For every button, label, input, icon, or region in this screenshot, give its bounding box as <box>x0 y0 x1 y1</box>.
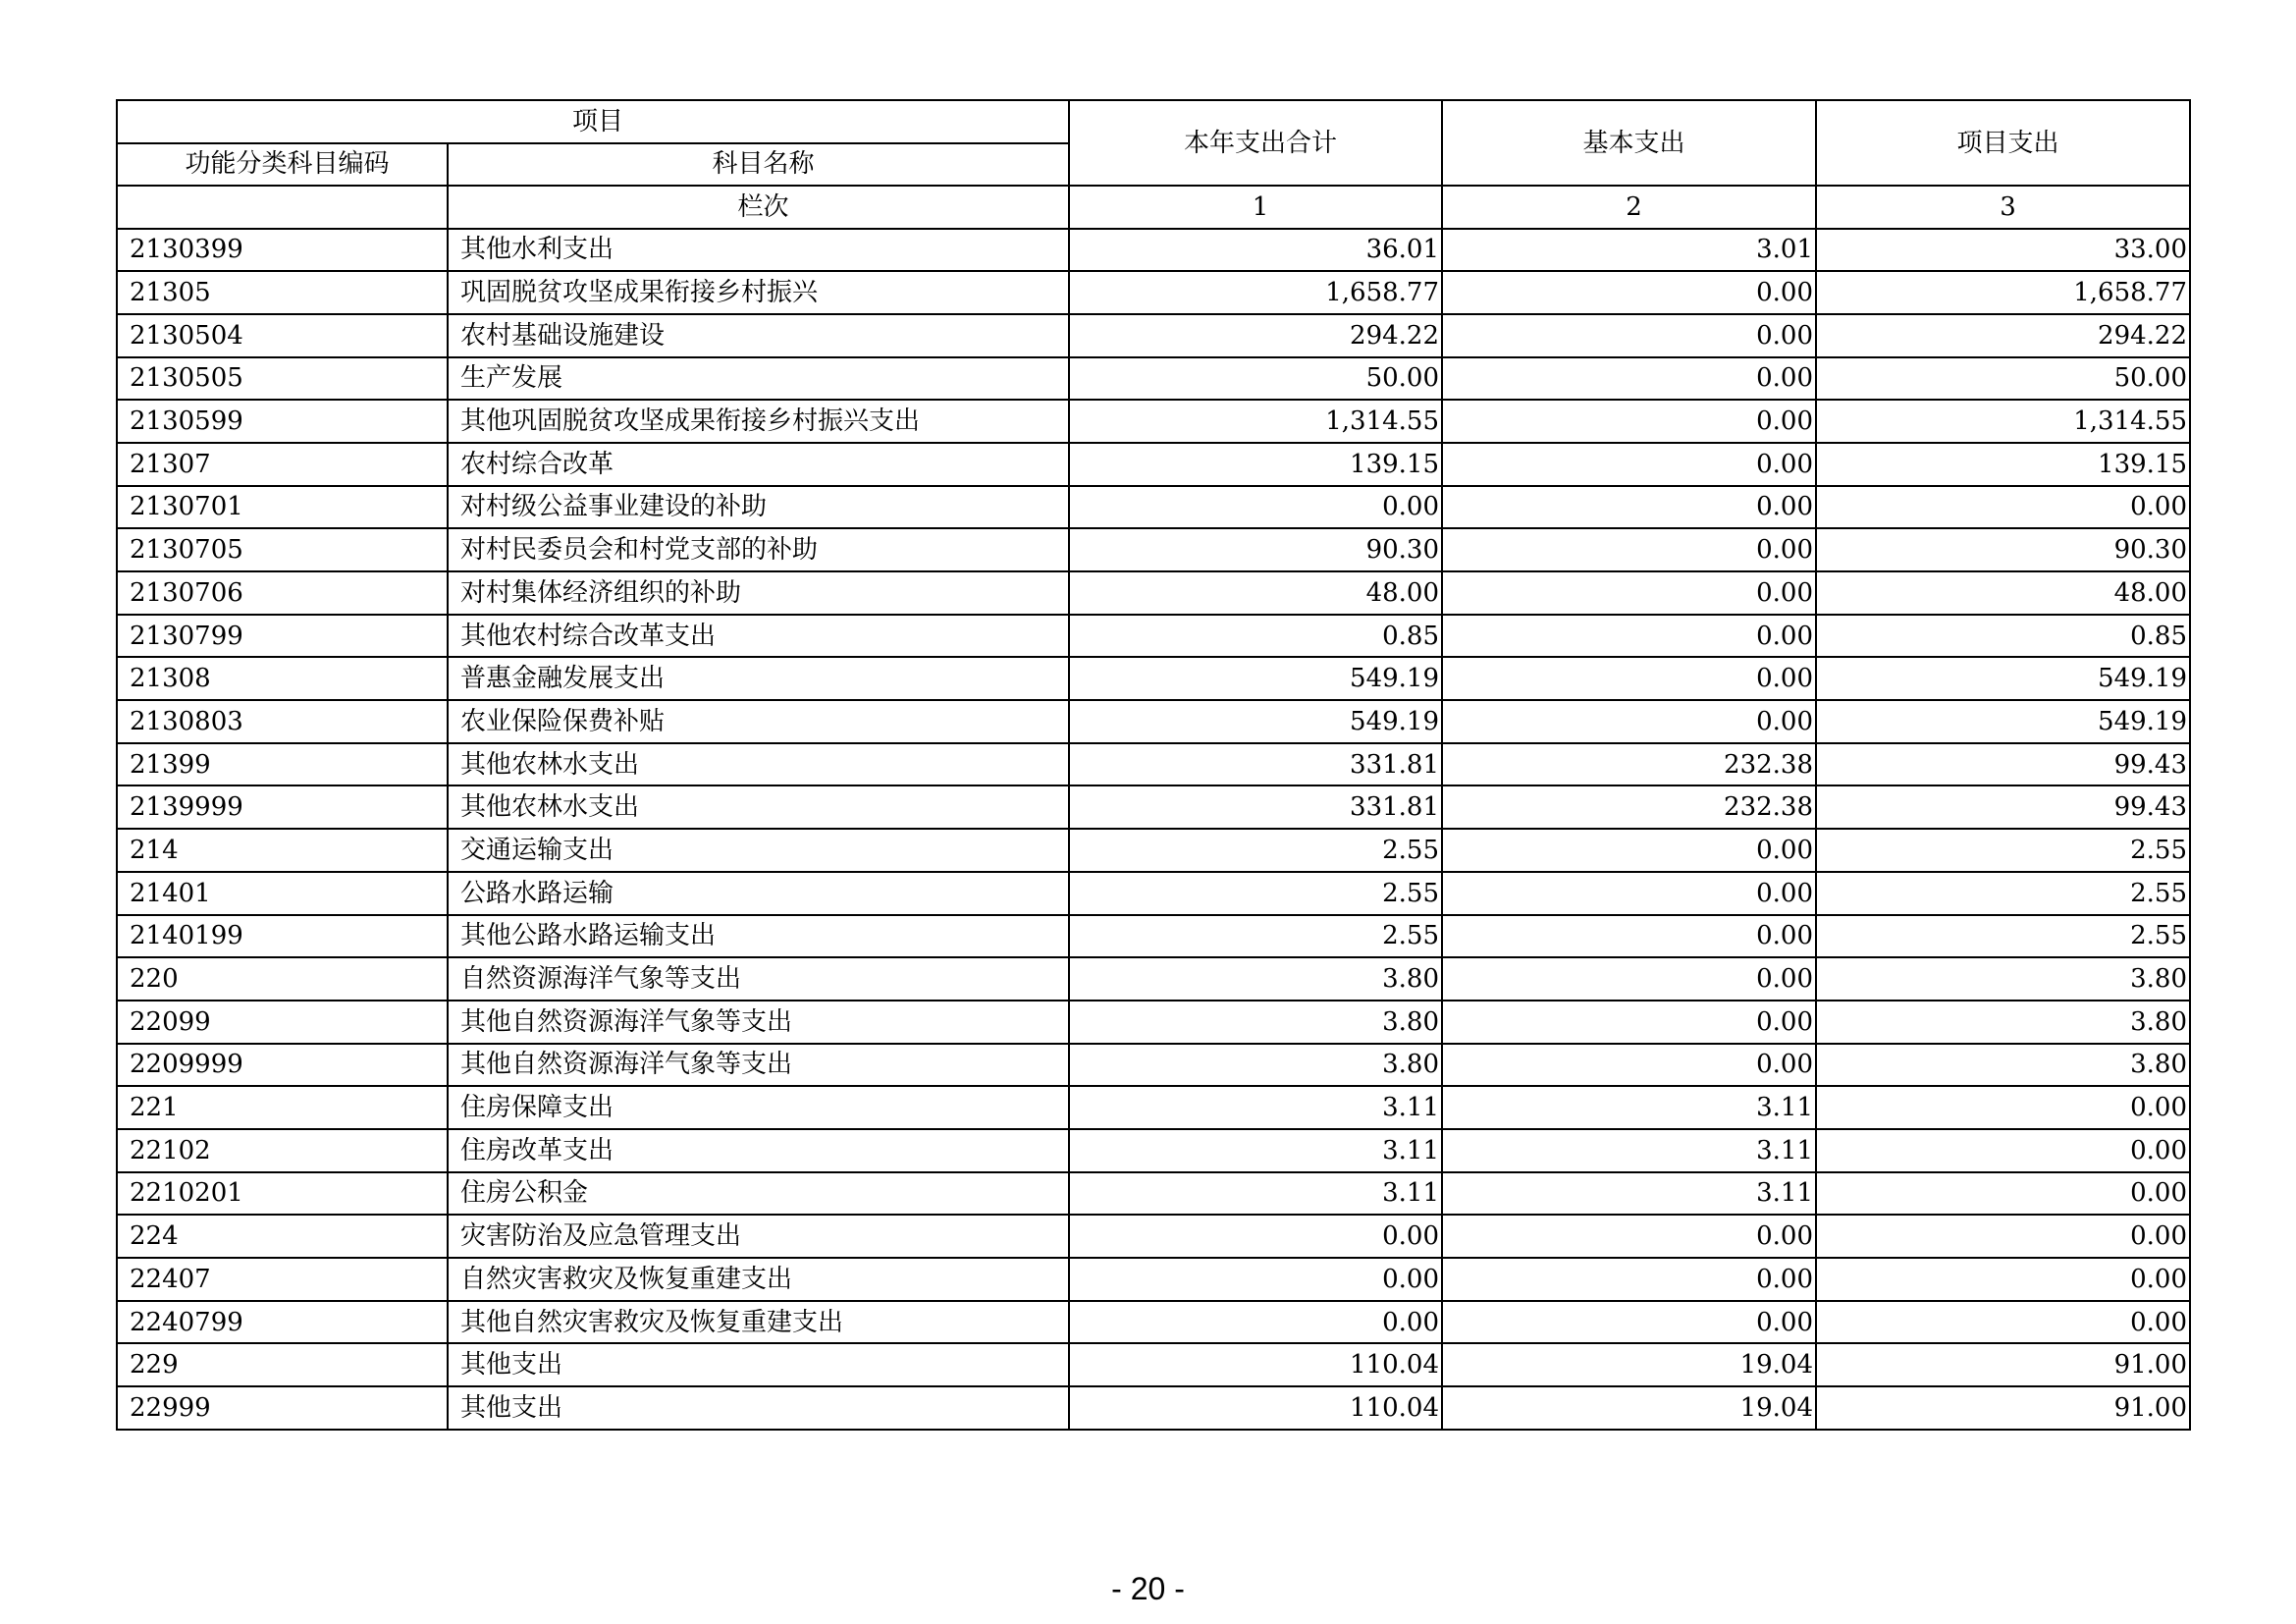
cell-basic: 232.38 <box>1442 785 1816 829</box>
cell-project: 90.30 <box>1816 528 2190 571</box>
cell-basic: 0.00 <box>1442 443 1816 486</box>
cell-project: 1,314.55 <box>1816 400 2190 443</box>
cell-name: 住房改革支出 <box>448 1129 1069 1172</box>
cell-total: 3.80 <box>1069 1001 1442 1044</box>
cell-name: 公路水路运输 <box>448 872 1069 915</box>
cell-project: 1,658.77 <box>1816 271 2190 314</box>
cell-name: 生产发展 <box>448 357 1069 401</box>
cell-project: 91.00 <box>1816 1343 2190 1386</box>
cell-total: 110.04 <box>1069 1386 1442 1430</box>
cell-code: 22102 <box>117 1129 448 1172</box>
cell-name: 交通运输支出 <box>448 829 1069 872</box>
cell-name: 农业保险保费补贴 <box>448 700 1069 743</box>
header-project: 项目 <box>117 100 1069 143</box>
cell-code: 2130799 <box>117 615 448 658</box>
cell-total: 3.80 <box>1069 1044 1442 1087</box>
cell-total: 110.04 <box>1069 1343 1442 1386</box>
cell-code: 21305 <box>117 271 448 314</box>
table-row <box>117 1044 2190 1087</box>
cell-name: 对村集体经济组织的补助 <box>448 571 1069 615</box>
cell-total: 2.55 <box>1069 915 1442 958</box>
cell-project: 0.00 <box>1816 1215 2190 1258</box>
cell-project: 2.55 <box>1816 829 2190 872</box>
cell-total: 1,658.77 <box>1069 271 1442 314</box>
cell-code: 21401 <box>117 872 448 915</box>
cell-basic: 0.00 <box>1442 1215 1816 1258</box>
table-row <box>117 657 2190 700</box>
cell-total: 3.11 <box>1069 1086 1442 1129</box>
header-total: 本年支出合计 <box>1069 100 1442 186</box>
table-row <box>117 314 2190 357</box>
cell-name: 对村级公益事业建设的补助 <box>448 486 1069 529</box>
cell-code: 220 <box>117 957 448 1001</box>
cell-basic: 0.00 <box>1442 1001 1816 1044</box>
header-project-expense: 项目支出 <box>1816 100 2190 186</box>
cell-total: 331.81 <box>1069 743 1442 786</box>
cell-name: 住房公积金 <box>448 1172 1069 1216</box>
cell-project: 99.43 <box>1816 743 2190 786</box>
cell-basic: 0.00 <box>1442 829 1816 872</box>
cell-basic: 0.00 <box>1442 657 1816 700</box>
cell-basic: 0.00 <box>1442 314 1816 357</box>
table-row <box>117 357 2190 401</box>
cell-code: 2139999 <box>117 785 448 829</box>
cell-basic: 0.00 <box>1442 615 1816 658</box>
cell-project: 0.00 <box>1816 1086 2190 1129</box>
cell-total: 1,314.55 <box>1069 400 1442 443</box>
page-number: - 20 - <box>1111 1571 1185 1606</box>
cell-project: 0.00 <box>1816 1258 2190 1301</box>
cell-project: 0.00 <box>1816 1129 2190 1172</box>
cell-total: 294.22 <box>1069 314 1442 357</box>
cell-name: 其他自然灾害救灾及恢复重建支出 <box>448 1301 1069 1344</box>
cell-code: 22099 <box>117 1001 448 1044</box>
table-row <box>117 443 2190 486</box>
cell-total: 0.85 <box>1069 615 1442 658</box>
cell-project: 50.00 <box>1816 357 2190 401</box>
cell-name: 其他支出 <box>448 1343 1069 1386</box>
cell-total: 0.00 <box>1069 1258 1442 1301</box>
cell-project: 2.55 <box>1816 872 2190 915</box>
cell-name: 农村基础设施建设 <box>448 314 1069 357</box>
cell-basic: 3.11 <box>1442 1172 1816 1216</box>
cell-code: 21308 <box>117 657 448 700</box>
table-row <box>117 872 2190 915</box>
cell-project: 139.15 <box>1816 443 2190 486</box>
cell-total: 50.00 <box>1069 357 1442 401</box>
cell-basic: 0.00 <box>1442 400 1816 443</box>
table-row <box>117 229 2190 272</box>
cell-basic: 3.01 <box>1442 229 1816 272</box>
expenditure-table <box>116 99 2191 1431</box>
cell-basic: 3.11 <box>1442 1129 1816 1172</box>
table-row <box>117 271 2190 314</box>
cell-name: 其他公路水路运输支出 <box>448 915 1069 958</box>
cell-total: 3.11 <box>1069 1129 1442 1172</box>
cell-code: 2130705 <box>117 528 448 571</box>
cell-total: 549.19 <box>1069 657 1442 700</box>
cell-code: 2240799 <box>117 1301 448 1344</box>
table-row <box>117 1301 2190 1344</box>
cell-total: 2.55 <box>1069 872 1442 915</box>
cell-project: 3.80 <box>1816 1044 2190 1087</box>
table-body <box>117 229 2190 1430</box>
cell-project: 99.43 <box>1816 785 2190 829</box>
header-col-2: 2 <box>1442 186 1816 229</box>
cell-total: 48.00 <box>1069 571 1442 615</box>
table-row <box>117 829 2190 872</box>
cell-basic: 0.00 <box>1442 1044 1816 1087</box>
cell-basic: 0.00 <box>1442 915 1816 958</box>
table-row <box>117 700 2190 743</box>
cell-name: 自然灾害救灾及恢复重建支出 <box>448 1258 1069 1301</box>
cell-code: 21399 <box>117 743 448 786</box>
table-row <box>117 957 2190 1001</box>
cell-total: 0.00 <box>1069 486 1442 529</box>
table-row <box>117 528 2190 571</box>
cell-name: 其他巩固脱贫攻坚成果衔接乡村振兴支出 <box>448 400 1069 443</box>
table-row <box>117 743 2190 786</box>
header-column-label: 栏次 <box>448 186 1069 229</box>
cell-project: 91.00 <box>1816 1386 2190 1430</box>
table-row <box>117 785 2190 829</box>
cell-code: 2130599 <box>117 400 448 443</box>
cell-code: 2130399 <box>117 229 448 272</box>
cell-total: 36.01 <box>1069 229 1442 272</box>
cell-total: 0.00 <box>1069 1215 1442 1258</box>
cell-code: 2140199 <box>117 915 448 958</box>
cell-name: 对村民委员会和村党支部的补助 <box>448 528 1069 571</box>
cell-project: 294.22 <box>1816 314 2190 357</box>
cell-total: 549.19 <box>1069 700 1442 743</box>
cell-basic: 0.00 <box>1442 872 1816 915</box>
cell-name: 巩固脱贫攻坚成果衔接乡村振兴 <box>448 271 1069 314</box>
cell-total: 90.30 <box>1069 528 1442 571</box>
cell-basic: 0.00 <box>1442 528 1816 571</box>
cell-code: 2130706 <box>117 571 448 615</box>
cell-name: 住房保障支出 <box>448 1086 1069 1129</box>
table-row <box>117 486 2190 529</box>
header-basic: 基本支出 <box>1442 100 1816 186</box>
table-row <box>117 1215 2190 1258</box>
header-name: 科目名称 <box>448 143 1069 187</box>
table-row <box>117 1258 2190 1301</box>
header-code: 功能分类科目编码 <box>117 143 448 187</box>
table-row <box>117 1086 2190 1129</box>
cell-basic: 232.38 <box>1442 743 1816 786</box>
cell-basic: 0.00 <box>1442 700 1816 743</box>
cell-total: 331.81 <box>1069 785 1442 829</box>
table-row <box>117 1386 2190 1430</box>
table-row <box>117 1001 2190 1044</box>
table-row <box>117 615 2190 658</box>
cell-code: 2130701 <box>117 486 448 529</box>
cell-name: 其他农林水支出 <box>448 743 1069 786</box>
cell-name: 其他自然资源海洋气象等支出 <box>448 1001 1069 1044</box>
cell-code: 214 <box>117 829 448 872</box>
cell-project: 48.00 <box>1816 571 2190 615</box>
cell-basic: 0.00 <box>1442 1258 1816 1301</box>
cell-project: 33.00 <box>1816 229 2190 272</box>
table-row <box>117 915 2190 958</box>
cell-total: 3.80 <box>1069 957 1442 1001</box>
cell-code: 2130803 <box>117 700 448 743</box>
cell-project: 549.19 <box>1816 657 2190 700</box>
cell-project: 0.00 <box>1816 1301 2190 1344</box>
cell-code: 221 <box>117 1086 448 1129</box>
cell-basic: 0.00 <box>1442 486 1816 529</box>
cell-code: 22407 <box>117 1258 448 1301</box>
cell-total: 139.15 <box>1069 443 1442 486</box>
table-row <box>117 1129 2190 1172</box>
cell-project: 2.55 <box>1816 915 2190 958</box>
cell-basic: 0.00 <box>1442 1301 1816 1344</box>
cell-project: 0.00 <box>1816 1172 2190 1216</box>
table-header <box>117 100 2190 229</box>
cell-name: 农村综合改革 <box>448 443 1069 486</box>
cell-name: 其他农村综合改革支出 <box>448 615 1069 658</box>
cell-code: 224 <box>117 1215 448 1258</box>
cell-code: 229 <box>117 1343 448 1386</box>
table-row <box>117 1172 2190 1216</box>
cell-code: 2130504 <box>117 314 448 357</box>
header-blank <box>117 186 448 229</box>
cell-total: 2.55 <box>1069 829 1442 872</box>
cell-basic: 19.04 <box>1442 1343 1816 1386</box>
cell-project: 549.19 <box>1816 700 2190 743</box>
cell-code: 2210201 <box>117 1172 448 1216</box>
table-row <box>117 571 2190 615</box>
cell-code: 21307 <box>117 443 448 486</box>
cell-name: 自然资源海洋气象等支出 <box>448 957 1069 1001</box>
cell-project: 0.00 <box>1816 486 2190 529</box>
table-row <box>117 400 2190 443</box>
header-col-3: 3 <box>1816 186 2190 229</box>
cell-name: 其他水利支出 <box>448 229 1069 272</box>
cell-project: 3.80 <box>1816 957 2190 1001</box>
cell-basic: 0.00 <box>1442 357 1816 401</box>
table-row <box>117 1343 2190 1386</box>
cell-name: 普惠金融发展支出 <box>448 657 1069 700</box>
cell-code: 22999 <box>117 1386 448 1430</box>
cell-code: 2209999 <box>117 1044 448 1087</box>
cell-name: 其他支出 <box>448 1386 1069 1430</box>
cell-basic: 0.00 <box>1442 571 1816 615</box>
cell-project: 0.85 <box>1816 615 2190 658</box>
cell-total: 3.11 <box>1069 1172 1442 1216</box>
cell-basic: 0.00 <box>1442 271 1816 314</box>
header-col-1: 1 <box>1069 186 1442 229</box>
cell-name: 其他农林水支出 <box>448 785 1069 829</box>
cell-code: 2130505 <box>117 357 448 401</box>
cell-basic: 3.11 <box>1442 1086 1816 1129</box>
cell-name: 其他自然资源海洋气象等支出 <box>448 1044 1069 1087</box>
cell-total: 0.00 <box>1069 1301 1442 1344</box>
cell-basic: 19.04 <box>1442 1386 1816 1430</box>
cell-basic: 0.00 <box>1442 957 1816 1001</box>
cell-name: 灾害防治及应急管理支出 <box>448 1215 1069 1258</box>
cell-project: 3.80 <box>1816 1001 2190 1044</box>
